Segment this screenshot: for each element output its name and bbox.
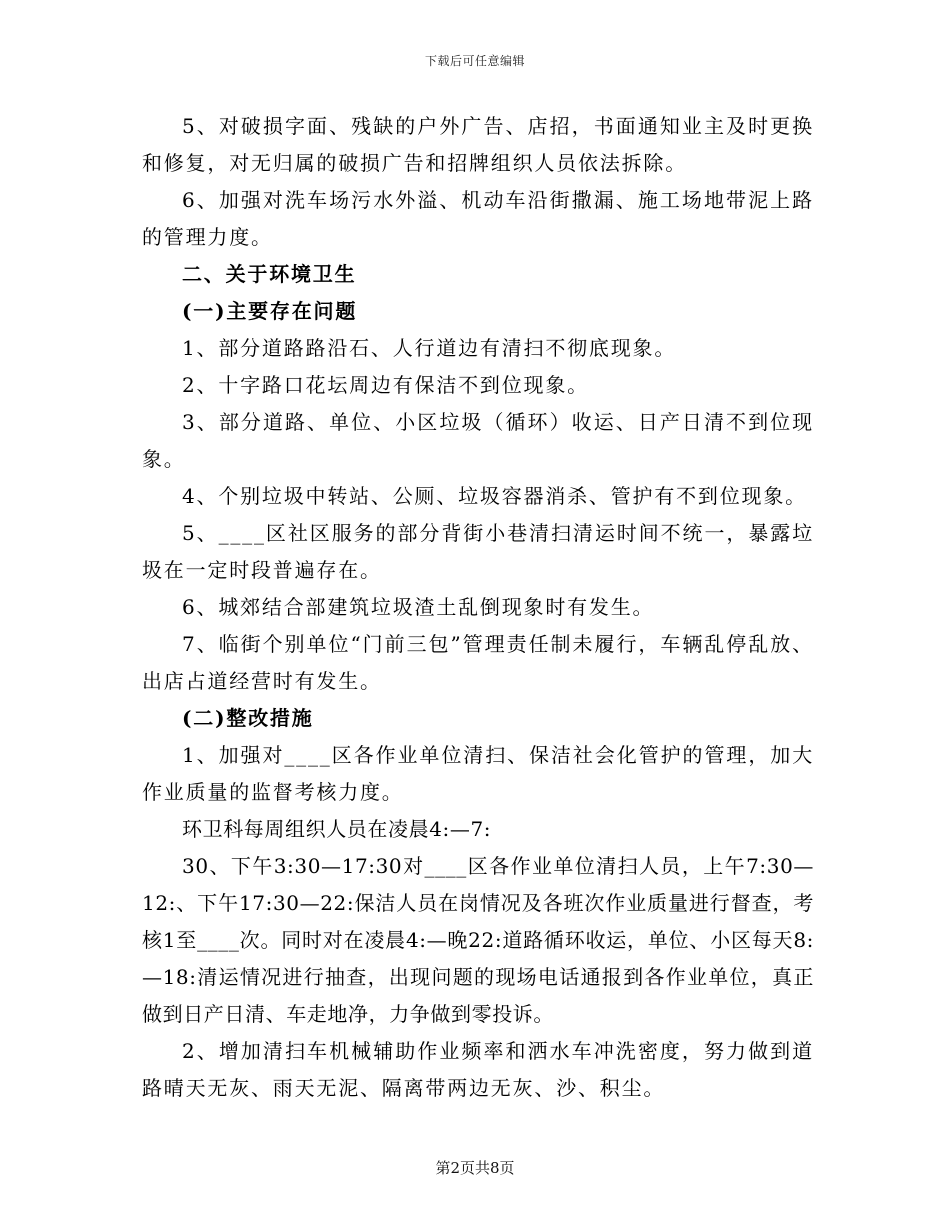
header-note: 下载后可任意编辑 <box>424 54 525 68</box>
problem-item-5: 5、____区社区服务的部分背街小巷清扫清运时间不统一，暴露垃圾在一定时段普遍存在。 <box>142 521 814 582</box>
page-number: 第2页共8页 <box>435 1159 515 1177</box>
section-heading-environment: 二、关于环境卫生 <box>182 262 357 286</box>
subsection-heading-problems: (一)主要存在问题 <box>182 299 358 323</box>
measure-schedule-intro: 环卫科每周组织人员在凌晨4:—7: <box>182 817 492 841</box>
problem-item-2: 2、十字路口花坛周边有保洁不到位现象。 <box>182 373 589 397</box>
problem-item-7: 7、临街个别单位“门前三包”管理责任制未履行，车辆乱停乱放、出店占道经营时有发生。 <box>142 632 814 693</box>
paragraph-item-6-carwash: 6、加强对洗车场污水外溢、机动车沿街撒漏、施工场地带泥上路的管理力度。 <box>142 188 814 249</box>
paragraph-item-5-ads: 5、对破损字面、残缺的户外广告、店招，书面通知业主及时更换和修复，对无归属的破损广告和招牌组织人员依法拆除。 <box>142 114 814 175</box>
document-body <box>142 108 814 1107</box>
problem-item-6: 6、城郊结合部建筑垃圾渣土乱倒现象时有发生。 <box>182 595 655 619</box>
measure-schedule-detail: 30、下午3:30—17:30对____区各作业单位清扫人员，上午7:30—12:、下午17:30—22:保洁人员在岗情况及各班次作业质量进行督查，考核1至____次。同时对在凌晨4:—晚22:道路循环收运，单位、小区每天8:—18:清运情况进行抽查，出现问题的现场电话通报到各作业单位，真正做到日产日清、车走地净，力争做到零投诉。 <box>142 854 814 1026</box>
measure-item-2: 2、增加清扫车机械辅助作业频率和洒水车冲洗密度，努力做到道路晴天无灰、雨天无泥、隔离带两边无灰、沙、积尘。 <box>142 1039 814 1100</box>
subsection-heading-measures: (二)整改措施 <box>182 706 314 730</box>
problem-item-3: 3、部分道路、单位、小区垃圾（循环）收运、日产日清不到位现象。 <box>142 410 814 471</box>
measure-item-1: 1、加强对____区各作业单位清扫、保洁社会化管护的管理，加大作业质量的监督考核力度。 <box>142 743 814 804</box>
problem-item-4: 4、个别垃圾中转站、公厕、垃圾容器消杀、管护有不到位现象。 <box>182 484 807 508</box>
problem-item-1: 1、部分道路路沿石、人行道边有清扫不彻底现象。 <box>182 336 677 360</box>
